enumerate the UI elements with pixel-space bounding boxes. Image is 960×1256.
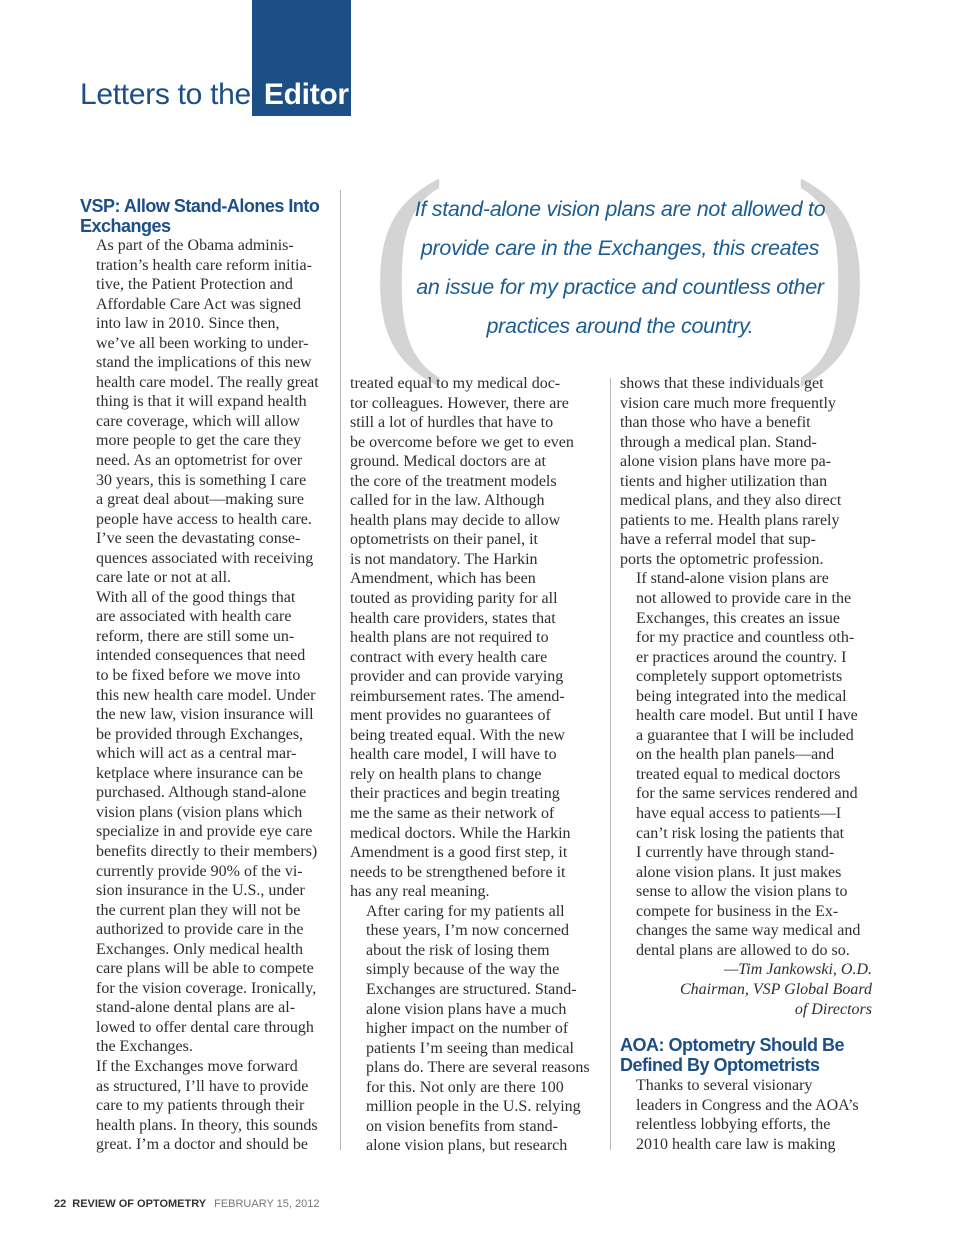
text-line: care plans will be able to compete <box>96 960 314 978</box>
text-line: reform, there are still some un- <box>96 627 295 645</box>
text-line: authorized to provide care in the <box>96 921 304 939</box>
text-line: provider and can provide varying <box>350 668 564 686</box>
text-line: leaders in Congress and the AOA’s <box>636 1096 859 1114</box>
text-line: for my practice and countless oth- <box>636 629 855 647</box>
text-line: care to my patients through their <box>96 1097 305 1115</box>
text-line: vision care much more frequently <box>620 394 836 412</box>
text-line: changes the same way medical and <box>636 922 861 940</box>
text-line: contract with every health care <box>350 648 548 666</box>
text-line: 30 years, this is something I care <box>96 471 307 489</box>
pull-quote-open-paren: ( <box>370 133 447 388</box>
article-headline-vsp <box>80 197 330 236</box>
text-line: ketplace where insurance can be <box>96 764 303 782</box>
text-line: thing is that it will expand health <box>96 393 307 411</box>
text-line: tration’s health care reform initia- <box>96 256 312 274</box>
text-line: simply because of the way the <box>366 961 560 979</box>
pull-quote-line: provide care in the Exchanges, this creates <box>420 236 820 260</box>
text-line: as structured, I’ll have to provide <box>96 1077 309 1095</box>
text-line: With all of the good things that <box>96 588 296 606</box>
text-line: of Directors <box>794 1000 872 1018</box>
text-line: than those who have a benefit <box>620 414 811 432</box>
page-number: 22 <box>54 1198 67 1210</box>
signature <box>620 960 872 1019</box>
text-line: for this. Not only are there 100 <box>366 1078 564 1096</box>
page-footer <box>54 1198 319 1210</box>
text-line: is not mandatory. The Harkin <box>350 550 538 568</box>
text-line: the Exchanges. <box>96 1038 193 1056</box>
text-line: on the health plan panels—and <box>636 746 835 764</box>
text-line: health care model, I will have to <box>350 746 557 764</box>
text-line: reimbursement rates. The amend- <box>350 687 565 705</box>
section-title-light: Letters to the <box>80 78 251 111</box>
text-line: have a referral model that sup- <box>620 531 816 549</box>
pull-quote-line: practices around the country. <box>486 314 754 338</box>
magazine-name: REVIEW OF OPTOMETRY <box>72 1198 207 1210</box>
text-line: still a lot of hurdles that have to <box>350 414 554 432</box>
text-line: health plans are not required to <box>350 629 549 647</box>
text-line: medical doctors. While the Harkin <box>350 824 571 842</box>
text-line: Amendment, which has been <box>350 570 536 588</box>
text-line: 2010 health care law is making <box>636 1135 836 1153</box>
text-line: through a medical plan. Stand- <box>620 433 817 451</box>
paragraph <box>350 374 602 902</box>
text-line: for the vision coverage. Ironically, <box>96 979 317 997</box>
text-line: Chairman, VSP Global Board <box>679 980 872 998</box>
text-line: shows that these individuals get <box>620 375 824 392</box>
text-line: After caring for my patients all <box>366 902 565 920</box>
text-line: the new law, vision insurance will <box>96 706 314 724</box>
text-line: If the Exchanges move forward <box>96 1057 298 1075</box>
text-line: quences associated with receiving <box>96 549 314 567</box>
text-line: Amendment is a good first step, it <box>350 844 568 862</box>
text-line: patients to me. Health plans rarely <box>620 511 840 529</box>
text-line: er practices around the country. I <box>636 648 847 666</box>
paragraph <box>350 902 602 1156</box>
paragraph <box>80 588 330 1057</box>
paragraph <box>620 569 872 960</box>
column-1 <box>80 197 330 1155</box>
text-line: benefits directly to their members) <box>96 842 318 860</box>
text-line: intended consequences that need <box>96 647 306 665</box>
text-line: a guarantee that I will be included <box>636 726 854 744</box>
text-line: alone vision plans. It just makes <box>636 863 842 881</box>
headline-line: VSP: Allow Stand-Alones Into <box>80 196 320 216</box>
text-line: tients and higher utilization than <box>620 472 828 490</box>
text-line: ment provides no guarantees of <box>350 707 551 725</box>
text-line: If stand-alone vision plans are <box>636 570 829 588</box>
text-line: being integrated into the medical <box>636 687 847 705</box>
text-line: we’ve all been working to under- <box>96 334 309 352</box>
text-line: not allowed to provide care in the <box>636 590 852 608</box>
text-line: health plans. In theory, this sounds <box>96 1116 318 1134</box>
text-line: Exchanges. Only medical health <box>96 940 304 958</box>
text-line: patients I’m seeing than medical <box>366 1039 574 1057</box>
text-line: a great deal about—making sure <box>96 491 304 509</box>
text-line: relentless lobbying efforts, the <box>636 1116 831 1134</box>
text-line: higher impact on the number of <box>366 1020 569 1038</box>
text-line: for the same services rendered and <box>636 785 858 803</box>
headline-line: Exchanges <box>80 215 171 236</box>
text-line: sion insurance in the U.S., under <box>96 882 305 900</box>
text-line: specialize in and provide eye care <box>96 823 313 841</box>
text-line: compete for business in the Ex- <box>636 902 839 920</box>
section-title-bold: Editor <box>263 78 349 111</box>
text-line: Thanks to several visionary <box>636 1077 813 1095</box>
text-line: health care providers, states that <box>350 609 556 627</box>
paragraph <box>80 1057 330 1155</box>
column-3 <box>620 374 872 1154</box>
text-line: medical plans, and they also direct <box>620 492 842 510</box>
text-line: alone vision plans have more pa- <box>620 453 832 471</box>
text-line: As part of the Obama adminis- <box>96 237 294 254</box>
article-headline-aoa <box>620 1036 872 1075</box>
text-line: ports the optometric profession. <box>620 550 824 568</box>
text-line: to be fixed before we move into <box>96 667 301 685</box>
text-line: Exchanges, this creates an issue <box>636 609 840 627</box>
paragraph <box>80 236 330 588</box>
pull-quote-line: If stand-alone vision plans are not allowed to <box>414 197 826 221</box>
text-line: into law in 2010. Since then, <box>96 315 280 333</box>
text-line: this new health care model. Under <box>96 686 316 704</box>
column-divider <box>610 378 611 1150</box>
text-line: currently provide 90% of the vi- <box>96 862 303 880</box>
text-line: I currently have through stand- <box>636 844 835 862</box>
text-line: these years, I’m now concerned <box>366 922 570 940</box>
text-line: purchased. Although stand-alone <box>96 784 307 802</box>
text-line: million people in the U.S. relying <box>366 1098 581 1116</box>
text-line: care late or not at all. <box>96 569 232 587</box>
text-line: me the same as their network of <box>350 805 555 823</box>
text-line: treated equal to medical doctors <box>636 765 841 783</box>
text-line: on vision benefits from stand- <box>366 1117 558 1135</box>
column-divider <box>340 190 341 1150</box>
text-line: the current plan they will not be <box>96 901 301 919</box>
text-line: alone vision plans have a much <box>366 1000 567 1018</box>
headline-line: Defined By Optometrists <box>620 1054 820 1075</box>
section-title <box>80 78 349 112</box>
text-line: which will act as a central mar- <box>96 745 297 763</box>
headline-line: AOA: Optometry Should Be <box>620 1035 845 1056</box>
text-line: needs to be strengthened before it <box>350 863 566 881</box>
text-line: tor colleagues. However, there are <box>350 394 569 412</box>
text-line: their practices and begin treating <box>350 785 560 803</box>
text-line: ground. Medical doctors are at <box>350 453 546 471</box>
text-line: alone vision plans, but research <box>366 1137 568 1155</box>
paragraph <box>620 374 872 569</box>
text-line: have equal access to patients—I <box>636 805 842 823</box>
text-line: called for in the law. Although <box>350 492 545 510</box>
pull-quote-text <box>410 190 830 346</box>
text-line: the core of the treatment models <box>350 472 557 490</box>
text-line: rely on health plans to change <box>350 765 542 783</box>
text-line: being treated equal. With the new <box>350 726 565 744</box>
pull-quote-close-paren: ) <box>793 133 870 388</box>
text-line: tive, the Patient Protection and <box>96 276 293 294</box>
text-line: need. As an optometrist for over <box>96 452 303 470</box>
text-line: dental plans are allowed to do so. <box>636 941 850 959</box>
column-2 <box>350 374 602 1156</box>
pull-quote-line: an issue for my practice and countless other <box>416 275 824 299</box>
text-line: completely support optometrists <box>636 668 843 686</box>
text-line: treated equal to my medical doc- <box>350 375 561 392</box>
text-line: lowed to offer dental care through <box>96 1018 314 1036</box>
text-line: are associated with health care <box>96 608 292 626</box>
text-line: Exchanges are structured. Stand- <box>366 980 577 998</box>
issue-date: FEBRUARY 15, 2012 <box>214 1198 320 1210</box>
text-line: health care model. The really great <box>96 373 319 391</box>
text-line: can’t risk losing the patients that <box>636 824 845 842</box>
text-line: plans do. There are several reasons <box>366 1059 590 1077</box>
text-line: touted as providing parity for all <box>350 590 558 608</box>
text-line: great. I’m a doctor and should be <box>96 1136 308 1154</box>
text-line: stand the implications of this new <box>96 354 312 372</box>
text-line: care coverage, which will allow <box>96 412 300 430</box>
text-line: optometrists on their panel, it <box>350 531 538 549</box>
text-line: people have access to health care. <box>96 510 312 528</box>
text-line: health care model. But until I have <box>636 707 858 725</box>
text-line: be provided through Exchanges, <box>96 725 304 743</box>
text-line: Affordable Care Act was signed <box>96 295 301 313</box>
text-line: I’ve seen the devastating conse- <box>96 530 301 548</box>
text-line: health plans may decide to allow <box>350 511 561 529</box>
text-line: about the risk of losing them <box>366 941 550 959</box>
text-line: vision plans (vision plans which <box>96 803 303 821</box>
text-line: —Tim Jankowski, O.D. <box>724 961 872 979</box>
text-line: stand-alone dental plans are al- <box>96 999 296 1017</box>
text-line: more people to get the care they <box>96 432 302 450</box>
text-line: be overcome before we get to even <box>350 433 574 451</box>
text-line: sense to allow the vision plans to <box>636 883 848 901</box>
text-line: has any real meaning. <box>350 883 490 901</box>
paragraph <box>620 1076 872 1154</box>
